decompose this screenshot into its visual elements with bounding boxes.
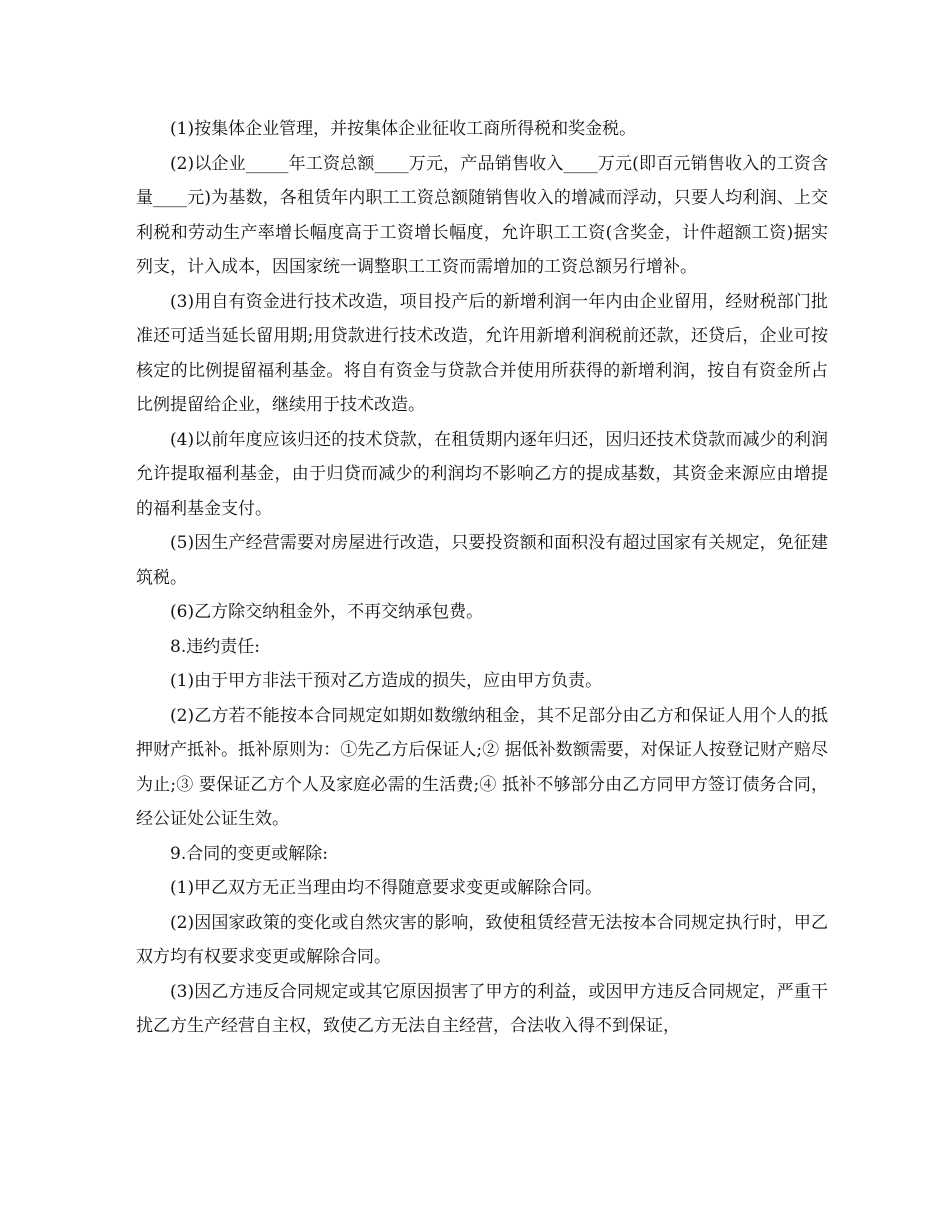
paragraph-building-renovation: (5)因生产经营需要对房屋进行改造，只要投资额和面积没有超过国家有关规定，免征建筑税。 (136, 533, 828, 588)
document-body (136, 112, 828, 1044)
section-heading-breach-liability: 8.违约责任: (170, 636, 260, 657)
paragraph-wage-base: (2)以企业_____年工资总额____万元，产品销售收入____万元(即百元销售收入的工资含量____元)为基数，各租赁年内职工工资总额随销售收入的增减而浮动，只要人均利润、上交利税和劳动生产率增长幅度高于工资增长幅度，允许职工工资(含奖金，计件超额工资)据实列支，计入成本，因国家统一调整职工工资而需增加的工资总额另行增补。 (136, 153, 828, 277)
paragraph-technical-upgrade: (3)用自有资金进行技术改造，项目投产后的新增利润一年内由企业留用，经财税部门批准还可适当延长留用期;用贷款进行技术改造，允许用新增利润税前还款，还贷后，企业可按核定的比例提留福利基金。将自有资金与贷款合并使用所获得的新增利润，按自有资金所占比例提留给企业，继续用于技术改造。 (136, 291, 828, 415)
paragraph-breach-termination: (3)因乙方违反合同规定或其它原因损害了甲方的利益，或因甲方违反合同规定，严重干扰乙方生产经营自主权，致使乙方无法自主经营，合法收入得不到保证， (136, 981, 828, 1036)
paragraph-tax-management: (1)按集体企业管理，并按集体企业征收工商所得税和奖金税。 (170, 119, 637, 139)
paragraph-party-a-interference: (1)由于甲方非法干预对乙方造成的损失，应由甲方负责。 (170, 671, 603, 691)
section-heading-contract-change: 9.合同的变更或解除: (170, 843, 328, 864)
paragraph-loan-repayment: (4)以前年度应该归还的技术贷款，在租赁期内逐年归还，因归还技术贷款而减少的利润允许提取福利基金，由于归贷而减少的利润均不影响乙方的提成基数，其资金来源应由增提的福利基金支付。 (136, 429, 828, 519)
paragraph-contract-fee: (6)乙方除交纳租金外，不再交纳承包费。 (170, 602, 484, 622)
paragraph-policy-change: (2)因国家政策的变化或自然灾害的影响，致使租赁经营无法按本合同规定执行时，甲乙双方均有权要求变更或解除合同。 (136, 912, 828, 967)
paragraph-rent-default: (2)乙方若不能按本合同规定如期如数缴纳租金，其不足部分由乙方和保证人用个人的抵押财产抵补。抵补原则为：①先乙方后保证人;② 据低补数额需要，对保证人按登记财产赔尽为止;③ 要保证乙方个人及家庭必需的生活费;④ 抵补不够部分由乙方同甲方签订债务合同，经公证处公证生效。 (136, 705, 828, 829)
paragraph-no-arbitrary-change: (1)甲乙双方无正当理由均不得随意要求变更或解除合同。 (170, 878, 603, 898)
